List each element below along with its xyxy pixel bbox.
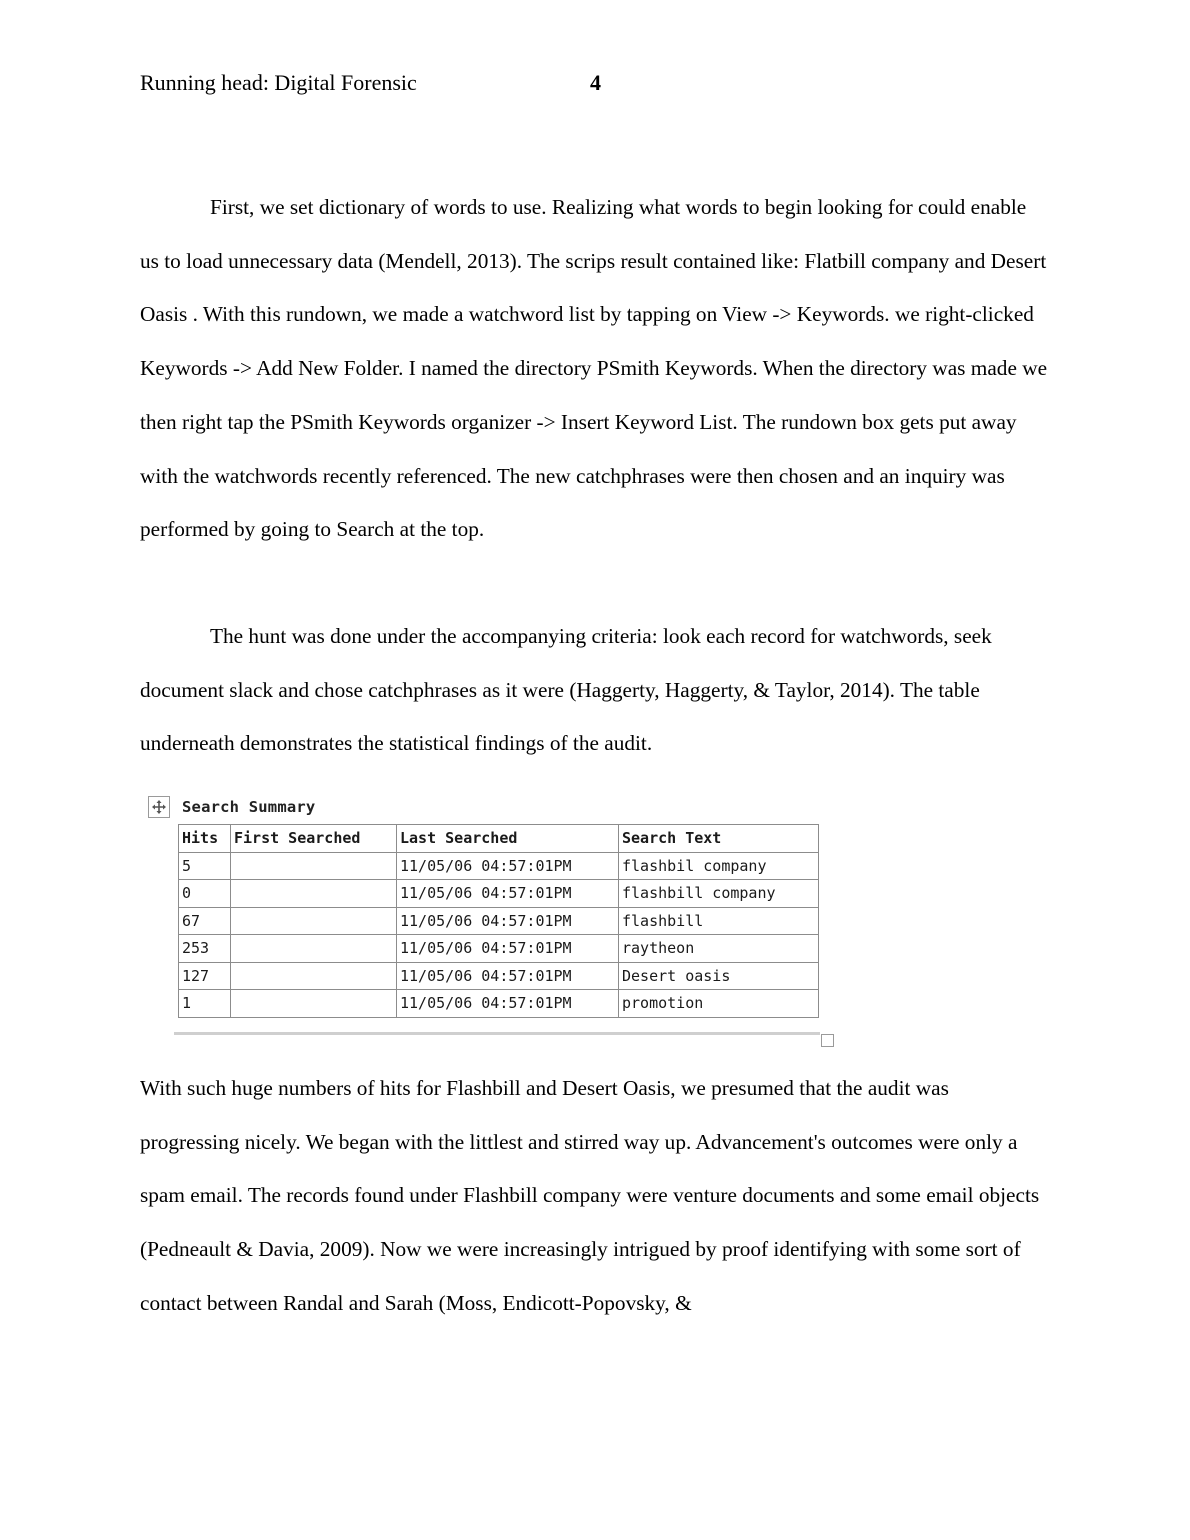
table-row bbox=[179, 852, 819, 880]
table-caption: Search Summary bbox=[182, 798, 316, 816]
cell-search-text: flashbill bbox=[619, 907, 819, 935]
cell-hits: 1 bbox=[179, 990, 231, 1018]
table-header-row bbox=[179, 825, 819, 853]
paragraph-3 bbox=[140, 1062, 1050, 1331]
cell-last-searched: 11/05/06 04:57:01PM bbox=[397, 935, 619, 963]
resize-handle-icon[interactable] bbox=[821, 1034, 834, 1047]
column-header-last-searched: Last Searched bbox=[397, 825, 619, 853]
table-row bbox=[179, 962, 819, 990]
cell-first-searched bbox=[231, 935, 397, 963]
table-row bbox=[179, 990, 819, 1018]
move-arrows-icon bbox=[151, 799, 167, 815]
page-header bbox=[140, 70, 1050, 98]
cell-hits: 5 bbox=[179, 852, 231, 880]
cell-hits: 0 bbox=[179, 880, 231, 908]
cell-first-searched bbox=[231, 962, 397, 990]
table-row bbox=[179, 880, 819, 908]
cell-search-text: flashbill company bbox=[619, 880, 819, 908]
table-bottom-edge bbox=[174, 1032, 820, 1035]
cell-search-text: raytheon bbox=[619, 935, 819, 963]
column-header-first-searched: First Searched bbox=[231, 825, 397, 853]
paragraph-2-text: The hunt was done under the accompanying criteria: look each record for watchwords, seek document slack and chose catchphrases as it were (Haggerty, Haggerty, & Taylor, 2014). The table underneath demonstrates the statistical findings of the audit. bbox=[140, 624, 992, 756]
cell-first-searched bbox=[231, 880, 397, 908]
cell-search-text: flashbil company bbox=[619, 852, 819, 880]
column-header-search-text: Search Text bbox=[619, 825, 819, 853]
table-row bbox=[179, 935, 819, 963]
running-head: Running head: Digital Forensic bbox=[140, 70, 417, 95]
column-header-hits: Hits bbox=[179, 825, 231, 853]
cell-last-searched: 11/05/06 04:57:01PM bbox=[397, 990, 619, 1018]
cell-first-searched bbox=[231, 852, 397, 880]
cell-search-text: promotion bbox=[619, 990, 819, 1018]
cell-last-searched: 11/05/06 04:57:01PM bbox=[397, 907, 619, 935]
paragraph-1 bbox=[140, 181, 1050, 557]
cell-hits: 67 bbox=[179, 907, 231, 935]
cell-last-searched: 11/05/06 04:57:01PM bbox=[397, 852, 619, 880]
page-number: 4 bbox=[590, 70, 601, 95]
cell-last-searched: 11/05/06 04:57:01PM bbox=[397, 962, 619, 990]
paragraph-3-text: With such huge numbers of hits for Flashbill and Desert Oasis, we presumed that the audit was progressing nicely. We began with the littlest and stirred way up. Advancement's outcomes were only a spam email. The records found under Flashbill company were venture documents and some email objects (Pedneault & Davia, 2009). Now we were increasingly intrigued by proof identifying with some sort of contact between Randal and Sarah (Moss, Endicott-Popovsky, & bbox=[140, 1076, 1040, 1315]
move-icon[interactable] bbox=[148, 796, 170, 818]
cell-first-searched bbox=[231, 907, 397, 935]
cell-search-text: Desert oasis bbox=[619, 962, 819, 990]
cell-hits: 253 bbox=[179, 935, 231, 963]
paragraph-1-text: First, we set dictionary of words to use. Realizing what words to begin looking for could enable us to load unnecessary data (Mendell, 2013). The scrips result contained like: Flatbill company and Desert Oasis . With this rundown, we made a watchword list by tapping on View -> Keywords. we right-clicked Keywords -> Add New Folder. I named the directory PSmith Keywords. When the directory was made we then right tap the PSmith Keywords organizer -> Insert Keyword List. The rundown box gets put away with the watchwords recently referenced. The new catchphrases were then chosen and an inquiry was performed by going to Search at the top. bbox=[140, 195, 1048, 542]
cell-hits: 127 bbox=[179, 962, 231, 990]
cell-last-searched: 11/05/06 04:57:01PM bbox=[397, 880, 619, 908]
table-row bbox=[179, 907, 819, 935]
search-summary-figure bbox=[148, 796, 838, 1050]
paragraph-2 bbox=[140, 610, 1050, 771]
cell-first-searched bbox=[231, 990, 397, 1018]
search-summary-table bbox=[178, 824, 819, 1018]
